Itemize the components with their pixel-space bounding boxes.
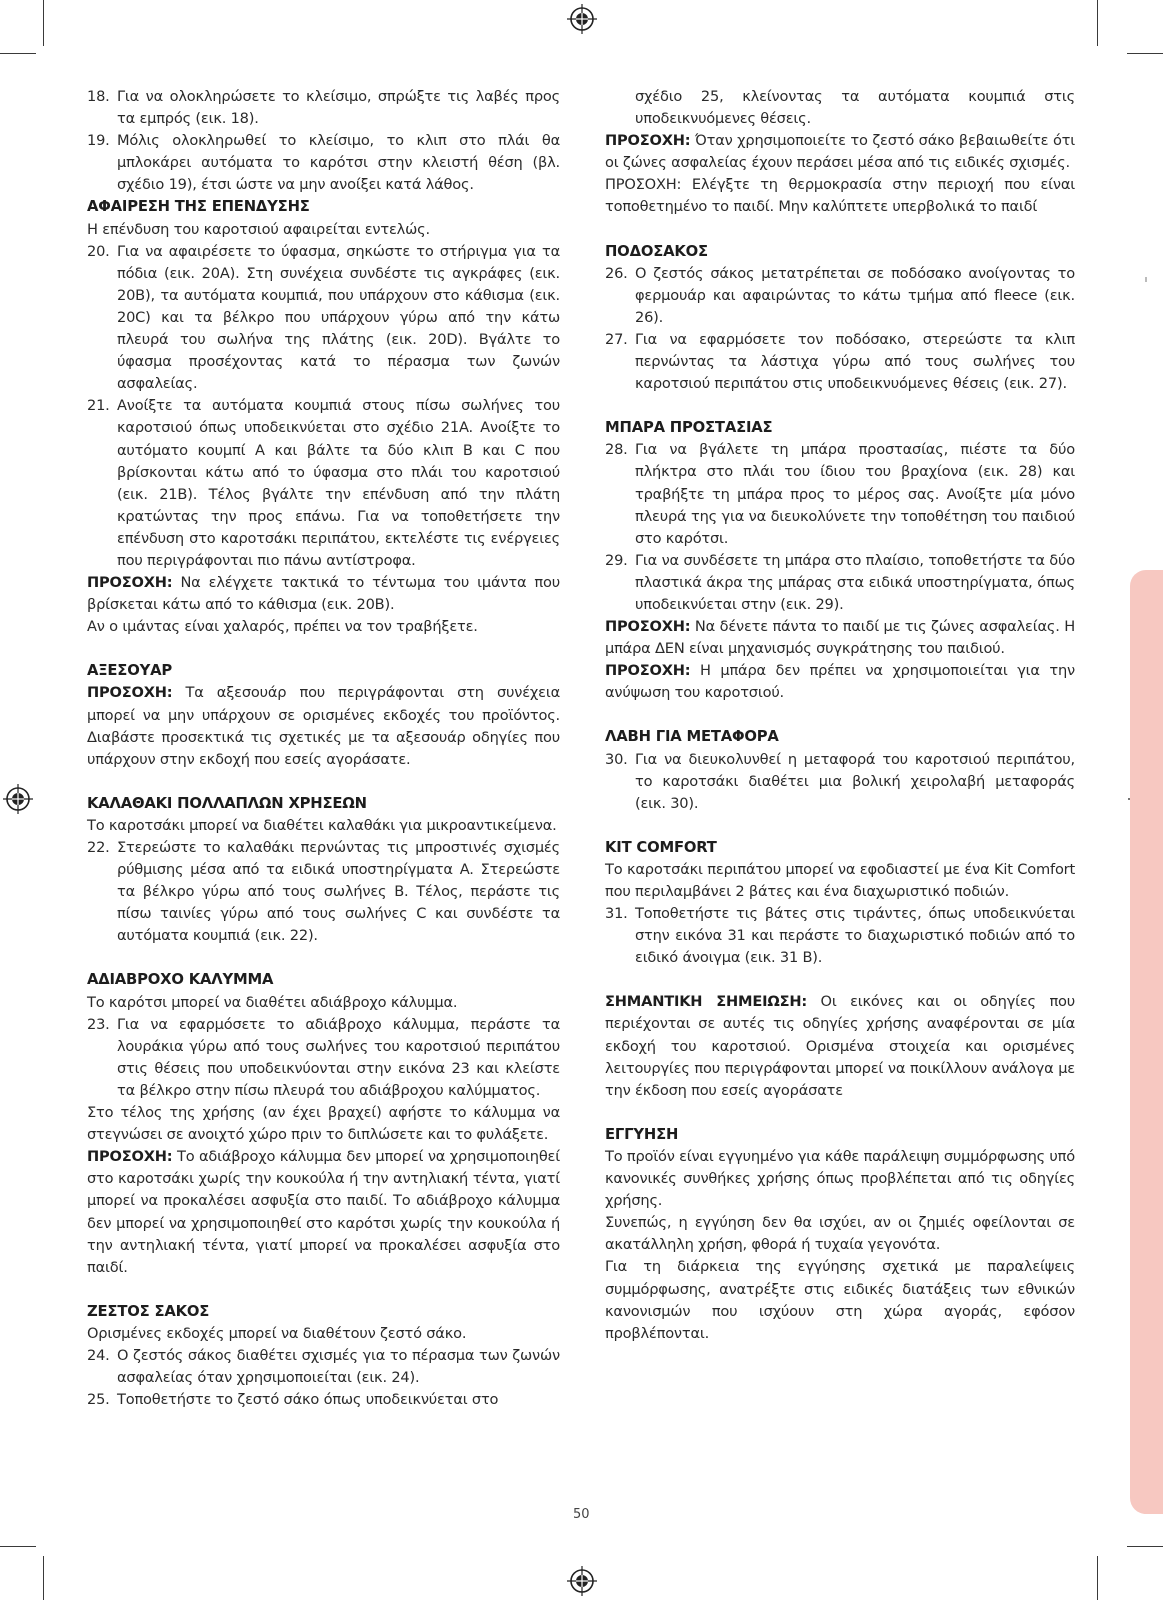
paragraph-text: Συνεπώς, η εγγύηση δεν θα ισχύει, αν οι ζημιές οφείλονται σε ακατάλληλη χρήση, φθορά ή τυχαία γεγονότα.	[605, 1214, 1075, 1254]
paragraph-text: Αν ο ιμάντας είναι χαλαρός, πρέπει να τον τραβήξετε.	[87, 618, 478, 636]
list-item-number: 27.	[605, 330, 628, 348]
section-spacer	[87, 638, 560, 660]
list-item-text: Ο ζεστός σάκος μετατρέπεται σε ποδόσακο ανοίγοντας το φερμουάρ και αφαιρώντας το κάτω τμήμα από fleece (εικ. 26).	[635, 264, 1075, 326]
list-item-number: 23.	[87, 1015, 110, 1033]
registration-mark-icon	[567, 4, 597, 34]
crop-mark-top-left-horizontal	[0, 53, 36, 54]
paragraph	[87, 1323, 560, 1345]
crop-mark-top-right-vertical	[1097, 0, 1098, 46]
paragraph-text: Το καροτσάκι περιπάτου μπορεί να εφοδιαστεί με ένα Kit Comfort που περιλαμβάνει 2 βάτες και ένα διαχωριστικό ποδιών.	[605, 860, 1075, 900]
paragraph-text: Το καροτσάκι μπορεί να διαθέτει καλαθάκι για μικροαντικείμενα.	[87, 816, 557, 834]
paragraph	[87, 1102, 560, 1146]
registration-mark-icon	[3, 784, 33, 814]
list-item-text: Ανοίξτε τα αυτόματα κουμπιά στους πίσω σωλήνες του καροτσιού όπως υποδεικνύεται στο σχέδιο 21A. Ανοίξτε το αυτόματο κουμπί A και βάλτε τα δύο κλιπ B και C που βρίσκονται κάτω από το ύφασμα στο πλάι του καροτσιού (εικ. 21B). Τέλος βγάλτε την επένδυση από την πλάτη κρατώντας την προς επάνω. Για να τοποθετήσετε την επένδυση στο καροτσάκι περιπάτου, εκτελέστε τις ενέργειες που περιγράφονται πιο πάνω αντίστροφα.	[117, 397, 560, 569]
list-item-number: 31.	[605, 905, 628, 923]
paragraph-text: Όταν χρησιμοποιείτε το ζεστό σάκο βεβαιωθείτε ότι οι ζώνες ασφαλείας έχουν περάσει μέσα από τις ειδικές σχισμές.	[605, 132, 1075, 172]
section-heading: ΑΦΑΙΡΕΣΗ ΤΗΣ ΕΠΕΝΔΥΣΗΣ	[87, 198, 310, 216]
list-item-number: 30.	[605, 750, 628, 768]
warning-paragraph	[605, 130, 1075, 174]
section-spacer	[605, 969, 1075, 991]
paragraph-text: Το αδιάβροχο κάλυμμα δεν μπορεί να χρησιμοποιηθεί στο καροτσάκι χωρίς την κουκούλα ή την αντηλιακή τέντα, γιατί μπορεί να προκαλέσει ασφυξία στο παιδί. Το αδιάβροχο κάλυμμα δεν μπορεί να χρησιμοποιηθεί στο καρότσι χωρίς την κουκούλα ή την αντηλιακή τέντα, γιατί μπορεί να προκαλέσει ασφυξία στο παιδί.	[87, 1148, 560, 1276]
paragraph-text: Στο τέλος της χρήσης (αν έχει βραχεί) αφήστε το κάλυμμα να στεγνώσει σε ανοιχτό χώρο πριν το διπλώσετε και το φυλάξετε.	[87, 1104, 560, 1144]
warning-paragraph	[87, 682, 560, 770]
paragraph	[605, 174, 1075, 218]
section-heading: ΛΑΒΗ ΓΙΑ ΜΕΤΑΦΟΡΑ	[605, 728, 779, 746]
section-heading: ΚΑΛΑΘΑΚΙ ΠΟΛΛΑΠΛΩΝ ΧΡΗΣΕΩΝ	[87, 794, 367, 812]
paragraph-text: Το προϊόν είναι εγγυημένο για κάθε παράλειψη συμμόρφωσης υπό κανονικές συνθήκες χρήσης όπως προβλέπεται από τις οδηγίες χρήσης.	[605, 1147, 1075, 1210]
list-item-text: Τοποθετήστε το ζεστό σάκο όπως υποδεικνύεται στο	[117, 1391, 499, 1409]
list-item	[87, 1389, 560, 1411]
section-spacer	[87, 771, 560, 793]
list-item-text: Μόλις ολοκληρωθεί το κλείσιμο, το κλιπ στο πλάι θα μπλοκάρει αυτόματα το καρότσι στην κλειστή θέση (βλ. σχέδιο 19), έτσι ώστε να μην ανοίξει κατά λάθος.	[117, 132, 560, 194]
section-color-tab	[1130, 570, 1163, 1514]
section-heading: ΕΓΓΥΗΣΗ	[605, 1125, 679, 1143]
list-item-text: Για να ολοκληρώσετε το κλείσιμο, σπρώξτε τις λαβές προς τα εμπρός (εικ. 18).	[117, 88, 560, 128]
list-item-number: 26.	[605, 264, 628, 282]
crop-mark-bottom-right-vertical	[1097, 1556, 1098, 1600]
warning-paragraph	[87, 572, 560, 616]
section-spacer	[605, 219, 1075, 241]
paragraph	[87, 815, 560, 837]
list-item	[87, 86, 560, 130]
paragraph	[605, 1146, 1075, 1212]
section-heading: ΖΕΣΤΟΣ ΣΑΚΟΣ	[87, 1302, 210, 1320]
section-spacer	[605, 704, 1075, 726]
list-item-number: 19.	[87, 132, 110, 150]
list-item-number: 22.	[87, 839, 110, 856]
list-item-number: 18.	[87, 88, 110, 105]
list-item	[605, 749, 1075, 815]
section-heading: ΜΠΑΡΑ ΠΡΟΣΤΑΣΙΑΣ	[605, 419, 773, 437]
paragraph-text: Η μπάρα δεν πρέπει να χρησιμοποιείται για την ανύψωση του καροτσιού.	[605, 662, 1075, 702]
paragraph-text: Τα αξεσουάρ που περιγράφονται στη συνέχεια μπορεί να μην υπάρχουν σε ορισμένες εκδοχές του προϊόντος. Διαβάστε προσεκτικά τις σχετικές με τα αξεσουάρ οδηγίες που υπάρχουν στην εκδοχή που εσείς αγοράσατε.	[87, 684, 560, 768]
warning-label: ΠΡΟΣΟΧΗ:	[87, 1148, 173, 1166]
paragraph	[605, 1212, 1075, 1256]
list-item-number: 20.	[87, 242, 110, 260]
section-spacer	[605, 815, 1075, 837]
section-heading: ΑΞΕΣΟΥΑΡ	[87, 662, 173, 680]
left-text-column	[87, 86, 560, 1411]
list-item-text: Για να βγάλετε τη μπάρα προστασίας, πιέστε τα δύο πλήκτρα στο πλάι του ίδιου του βραχίονα (εικ. 28) και τραβήξτε τη μπάρα προς το μέρος σας. Ανοίξτε μία μόνο πλευρά της για να διευκολύνετε την τοποθέτηση του παιδιού στο καρότσι.	[635, 441, 1075, 547]
list-item	[87, 837, 560, 947]
paragraph	[87, 219, 560, 241]
list-item-text: Για να εφαρμόσετε το αδιάβροχο κάλυμμα, περάστε τα λουράκια γύρω από τους σωλήνες του καροτσιού περιπάτου στις θέσεις που υποδεικνύονται στην εικόνα 23 και κλείστε τα βέλκρο στην πίσω πλευρά του αδιάβροχου καλύμματος.	[117, 1015, 560, 1099]
list-item-text: Για να διευκολυνθεί η μεταφορά του καροτσιού περιπάτου, το καροτσάκι διαθέτει μια βολική χειρολαβή μεταφοράς (εικ. 30).	[635, 750, 1075, 812]
list-item-text: Στερεώστε το καλαθάκι περνώντας τις μπροστινές σχισμές ρύθμισης μέσα από τα ειδικά υποστηρίγματα A. Στερεώστε τα βέλκρο γύρω από τους σωλήνες B. Τέλος, περάστε τις πίσω ταινίες γύρω από τους σωλήνες C και συνδέστε τα αυτόματα κουμπιά (εικ. 22).	[117, 839, 560, 945]
warning-paragraph	[605, 660, 1075, 704]
paragraph-text: Για τη διάρκεια της εγγύησης σχετικά με παραλείψεις συμμόρφωσης, ανατρέξτε στις ειδικές διατάξεις των εθνικών κανονισμών που ισχύουν στη χώρα αγοράς, εφόσον προβλέπονται.	[605, 1258, 1075, 1342]
margin-dot	[1145, 277, 1147, 282]
list-item-number: 24.	[87, 1346, 110, 1364]
paragraph	[87, 616, 560, 638]
list-item-number: 21.	[87, 397, 110, 415]
list-item	[605, 439, 1075, 549]
registration-mark-icon	[567, 1566, 597, 1596]
list-item	[87, 130, 560, 196]
page-number: 50	[573, 1507, 590, 1522]
list-item-continuation	[605, 86, 1075, 130]
list-item-text: σχέδιο 25, κλείνοντας τα αυτόματα κουμπιά στις υποδεικνυόμενες θέσεις.	[635, 88, 1075, 128]
warning-paragraph	[605, 991, 1075, 1101]
section-heading: ΠΟΔΟΣΑΚΟΣ	[605, 242, 708, 260]
paragraph-text: Να ελέγχετε τακτικά το τέντωμα του ιμάντα που βρίσκεται κάτω από το κάθισμα (εικ. 20B).	[87, 574, 560, 614]
crop-mark-top-right-horizontal	[1127, 53, 1163, 54]
crop-mark-bottom-right-horizontal	[1127, 1546, 1163, 1547]
warning-paragraph	[605, 616, 1075, 660]
crop-mark-bottom-left-vertical	[43, 1556, 44, 1600]
warning-label: ΠΡΟΣΟΧΗ:	[605, 618, 691, 636]
crop-mark-bottom-left-horizontal	[0, 1546, 36, 1547]
list-item	[605, 329, 1075, 395]
list-item	[605, 903, 1075, 969]
paragraph	[87, 992, 560, 1014]
paragraph	[605, 1256, 1075, 1344]
list-item	[87, 241, 560, 396]
section-spacer	[605, 395, 1075, 417]
warning-label: ΠΡΟΣΟΧΗ:	[605, 662, 691, 680]
list-item	[605, 550, 1075, 616]
list-item-text: Για να αφαιρέσετε το ύφασμα, σηκώστε το στήριγμα για τα πόδια (εικ. 20A). Στη συνέχεια συνδέστε τις αγκράφες (εικ. 20B), τα αυτόματα κουμπιά, που υπάρχουν στο κάθισμα (εικ. 20C) και τα βέλκρο που υπάρχουν γύρω από την κάτω πλευρά του σωλήνα της πλάτης (εικ. 20D). Βγάλτε το ύφασμα προσέχοντας κατά το πέρασμα των ζωνών ασφαλείας.	[117, 242, 560, 393]
warning-paragraph	[87, 1146, 560, 1279]
paragraph-text: Οι εικόνες και οι οδηγίες που περιέχονται σε αυτές τις οδηγίες χρήσης αναφέρονται σε μία εκδοχή του καροτσιού. Ορισμένα στοιχεία και ορισμένες λειτουργίες που περιγράφονται μπορεί να ποικίλλουν ανάλογα με την έκδοση που εσείς αγοράσατε	[605, 993, 1075, 1099]
list-item	[87, 395, 560, 572]
section-spacer	[87, 947, 560, 969]
right-text-column	[605, 86, 1075, 1345]
list-item-text: Για να συνδέσετε τη μπάρα στο πλαίσιο, τοποθετήστε τα δύο πλαστικά άκρα της μπάρας στα ειδικά υποστηρίγματα, όπως υποδεικνύεται στην (εικ. 29).	[635, 551, 1075, 613]
warning-label: ΠΡΟΣΟΧΗ:	[87, 574, 173, 592]
warning-label: ΣΗΜΑΝΤΙΚΗ ΣΗΜΕΙΩΣΗ:	[605, 993, 808, 1011]
crop-mark-top-left-vertical	[43, 0, 44, 46]
list-item-text: Ο ζεστός σάκος διαθέτει σχισμές για το πέρασμα των ζωνών ασφαλείας όταν χρησιμοποιείται (εικ. 24).	[117, 1346, 560, 1387]
section-spacer	[605, 1102, 1075, 1124]
paragraph	[605, 859, 1075, 903]
list-item-text: Για να εφαρμόσετε τον ποδόσακο, στερεώστε τα κλιπ περνώντας τα λάστιχα γύρω από τους σωλήνες του καροτσιού περιπάτου στις υποδεικνυόμενες θέσεις (εικ. 27).	[635, 330, 1075, 393]
list-item	[87, 1014, 560, 1102]
paragraph-text: Η επένδυση του καροτσιού αφαιρείται εντελώς.	[87, 220, 430, 238]
warning-label: ΠΡΟΣΟΧΗ:	[605, 132, 691, 150]
section-heading: ΑΔΙΑΒΡΟΧΟ ΚΑΛΥΜΜΑ	[87, 971, 274, 989]
warning-label: ΠΡΟΣΟΧΗ:	[87, 684, 173, 702]
section-heading: KIT COMFORT	[605, 838, 717, 856]
section-spacer	[87, 1279, 560, 1301]
paragraph-text: Το καρότσι μπορεί να διαθέτει αδιάβροχο κάλυμμα.	[87, 993, 458, 1011]
list-item	[605, 263, 1075, 329]
list-item-text: Τοποθετήστε τις βάτες στις τιράντες, όπως υποδεικνύεται στην εικόνα 31 και περάστε το διαχωριστικό ποδιών από το ειδικό άνοιγμα (εικ. 31 B).	[635, 905, 1075, 967]
list-item-number: 29.	[605, 551, 628, 569]
paragraph-text: Ορισμένες εκδοχές μπορεί να διαθέτουν ζεστό σάκο.	[87, 1324, 467, 1342]
paragraph-text: ΠΡΟΣΟΧΗ: Ελέγξτε τη θερμοκρασία στην περιοχή που είναι τοποθετημένο το παιδί. Μην καλύπτετε υπερβολικά το παιδί	[605, 176, 1075, 216]
paragraph-text: Να δένετε πάντα το παιδί με τις ζώνες ασφαλείας. Η μπάρα ΔΕΝ είναι μηχανισμός συγκράτησης του παιδιού.	[605, 618, 1075, 658]
list-item-number: 28.	[605, 441, 628, 459]
list-item-number: 25.	[87, 1391, 110, 1409]
list-item	[87, 1345, 560, 1389]
